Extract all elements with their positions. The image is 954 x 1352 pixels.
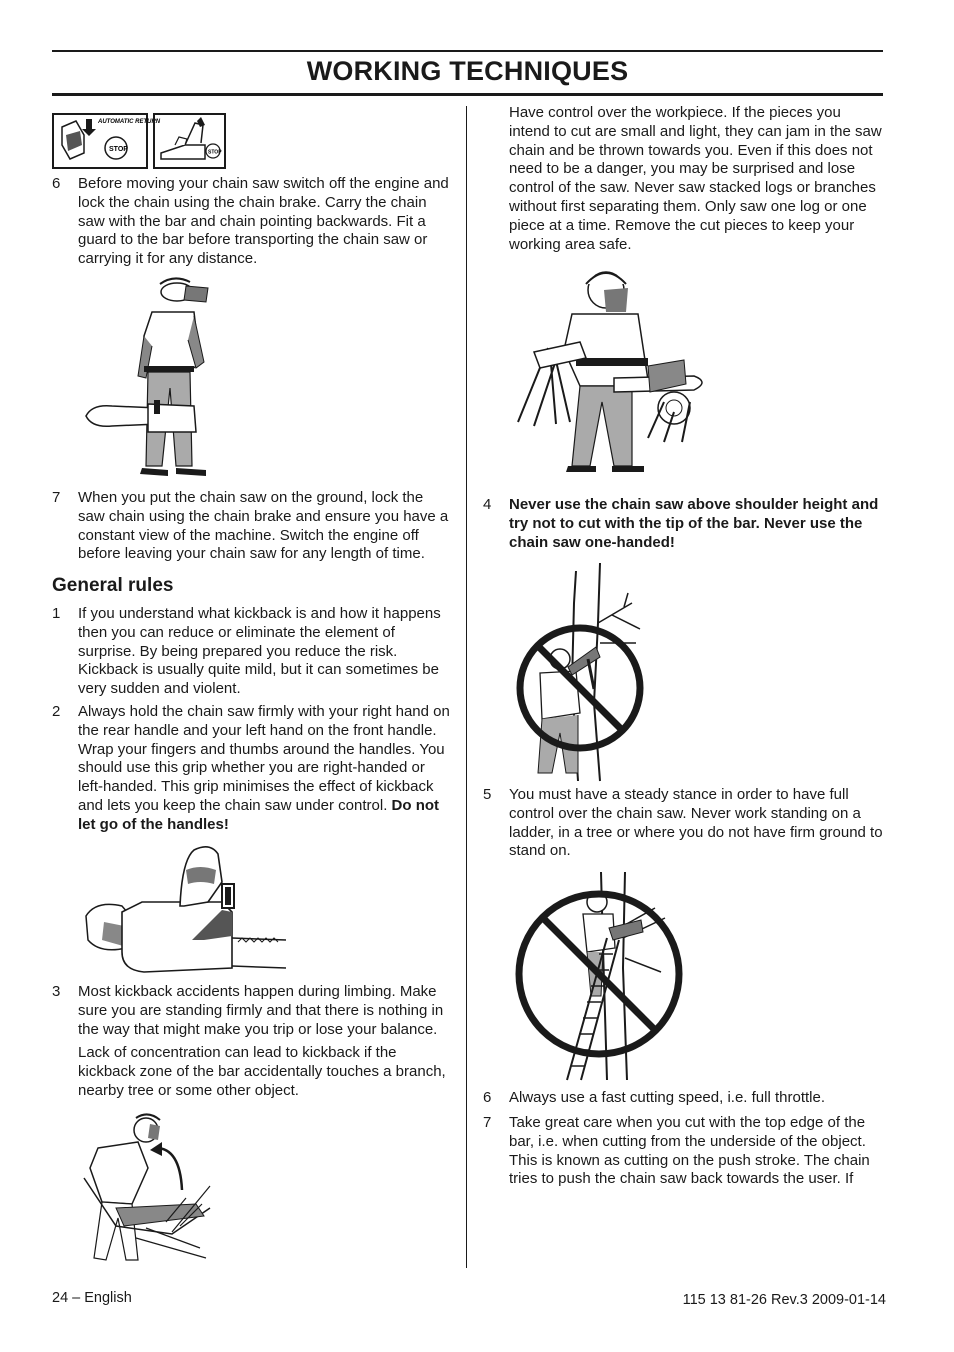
rule1-text: If you understand what kickback is and how it happens then you can reduce or eliminate the element of surprise. By being prepared you reduce the risk. Kickback is usually quite mild, but it can sometimes be very sudden and violent. [78,605,441,698]
item7-number: 7 [52,489,61,506]
item6-number: 6 [52,175,61,192]
rule6-text: Always use a fast cutting speed, i.e. full throttle. [509,1089,825,1106]
no-ladder-warning-illustration [515,868,681,1084]
item7-text: When you put the chain saw on the ground, lock the saw chain using the chain brake and ensure you have a constant view of the machine. Switch the engine off before leaving your chain saw for any length of time. [78,489,449,563]
limbing-illustration [76,1108,216,1266]
item6-text: Before moving your chain saw switch off the engine and lock the chain using the chain brake. Carry the chain saw with the bar and chain pointing backwards. Fit a guard to the bar before transporting the chain saw or carrying it for any distance. [78,175,449,268]
rule2-paragraph [78,703,453,835]
chainsaw-grip-illustration [82,840,292,980]
automatic-return-label: AUTOMATIC RETURN [98,119,161,125]
page-number: 24 – English [52,1290,132,1306]
rule3-text-2: Lack of concentration can lead to kickback if the kickback zone of the bar accidentally touches a branch, nearby tree or some other object. [78,1044,446,1099]
stop-label-small: STOP [208,149,222,156]
chainsaw-stop-icon [153,113,226,169]
rule7-text: Take great care when you cut with the top edge of the bar, i.e. when cutting from the underside of the object. This is known as cutting on the push stroke. The chain tries to push the chain saw back towards the user. If [509,1114,870,1188]
automatic-return-icon [52,113,161,169]
no-shoulder-height-warning-illustration [516,563,650,785]
rule4-number: 4 [483,496,492,513]
rule7-number: 7 [483,1114,492,1131]
stop-label: STOP [109,146,128,153]
document-revision: 115 13 81-26 Rev.3 2009-01-14 [682,1292,886,1308]
rule2-number: 2 [52,703,61,720]
rule1-number: 1 [52,605,61,622]
rule5-text: You must have a steady stance in order to have full control over the chain saw. Never work standing on a ladder, in a tree or where you do not have firm ground to stand on. [509,786,883,860]
rule2-bold-warning: Do not let go of the handles! [78,796,440,833]
header-bottom-rule [52,93,883,96]
intro-text: Have control over the workpiece. If the pieces you intend to cut are small and light, they can jam in the saw chain and be thrown towards you. Even if this does not need to be a danger, you may be surprised and lose control of the saw. Never saw stacked logs or branches without first separating them. Only saw one log or one piece at a time. Remove the cut pieces to keep your working area safe. [509,104,882,253]
rule5-number: 5 [483,786,492,803]
carrying-chainsaw-illustration [82,276,212,486]
rule3-number: 3 [52,983,61,1000]
section-heading: General rules [52,575,174,596]
rule6-number: 6 [483,1089,492,1106]
rule4-bold-text: Never use the chain saw above shoulder height and try not to cut with the tip of the bar. Never use the chain saw one-handed! [509,496,879,551]
page-title: WORKING TECHNIQUES [306,56,629,86]
column-divider [466,106,467,1268]
header-top-rule [52,50,883,52]
rule2-text: Always hold the chain saw firmly with your right hand on the rear handle and your left hand on the front handle. Wrap your fingers and thumbs around the handles. You should use this grip whether you are right-handed or left-handed. This grip minimises the effect of kickback and lets you keep the chain saw under control. [78,703,450,814]
rule3-text: Most kickback accidents happen during limbing. Make sure you are standing firmly and that there is nothing in the way that might make you trip or lose your balance. [78,983,444,1038]
sawhorse-cutting-illustration [514,262,716,476]
